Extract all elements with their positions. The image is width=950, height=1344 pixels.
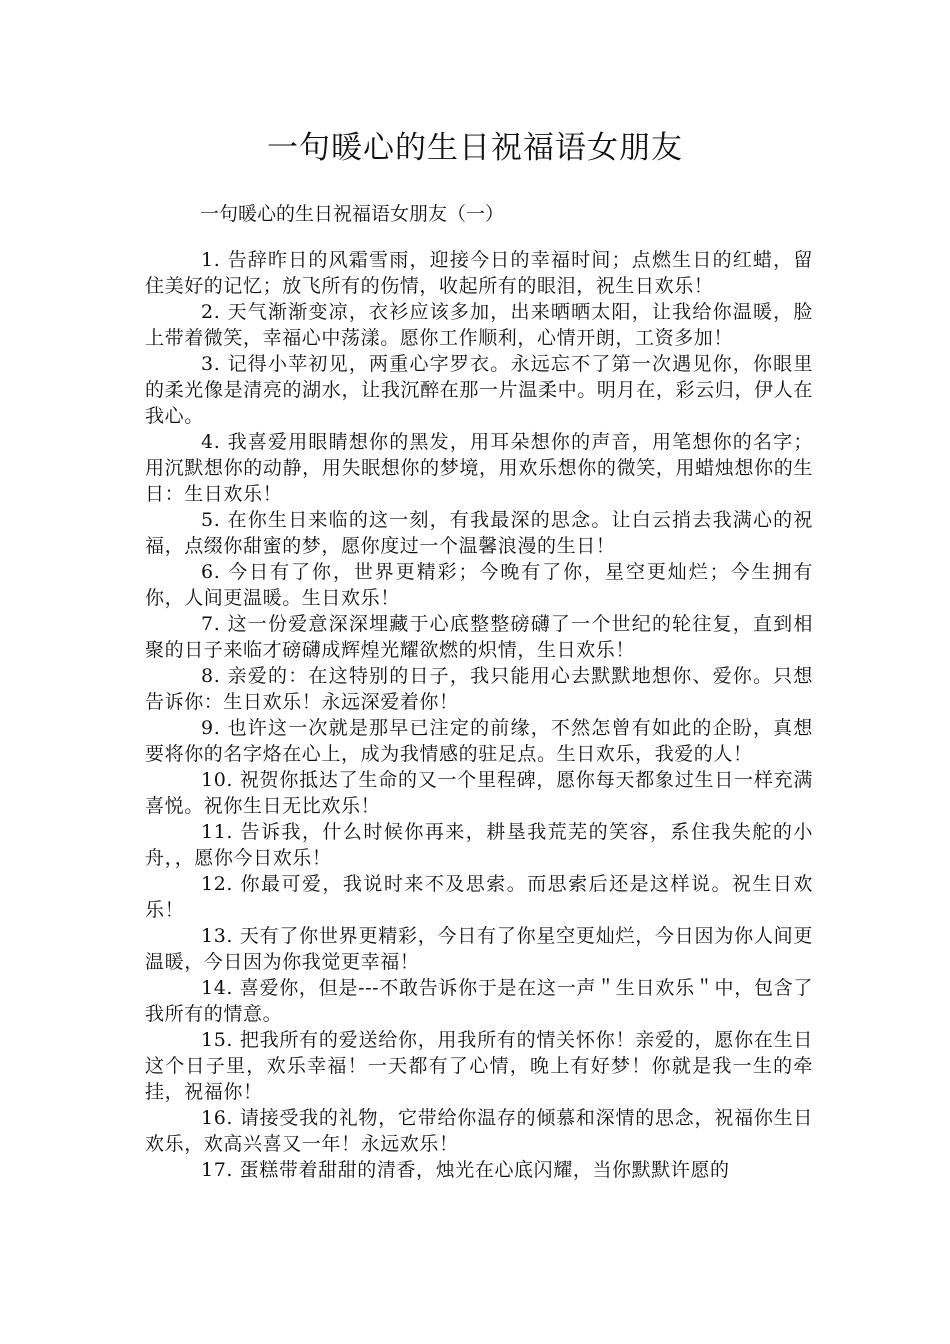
wish-item-8: 8. 亲爱的：在这特别的日子，我只能用心去默默地想你、爱你。只想告诉你：生日欢乐！永远深爱着你！ (145, 665, 813, 713)
wish-item-11: 11. 告诉我，什么时候你再来，耕垦我荒芜的笑容，系住我失舵的小舟，，愿你今日欢乐！ (145, 821, 813, 869)
wish-item-16: 16. 请接受我的礼物，它带给你温存的倾慕和深情的思念，祝福你生日欢乐，欢高兴喜又一年！永远欢乐！ (145, 1107, 813, 1155)
wish-item-4: 4. 我喜爱用眼睛想你的黑发，用耳朵想你的声音，用笔想你的名字；用沉默想你的动静，用失眠想你的梦境，用欢乐想你的微笑，用蜡烛想你的生日：生日欢乐！ (145, 431, 813, 505)
wish-item-14: 14. 喜爱你，但是---不敢告诉你于是在这一声＂生日欢乐＂中，包含了我所有的情意。 (145, 977, 813, 1025)
wish-item-17: 17. 蛋糕带着甜甜的清香，烛光在心底闪耀，当你默默许愿的 (201, 1159, 730, 1181)
wish-item-6: 6. 今日有了你，世界更精彩；今晚有了你，星空更灿烂；今生拥有你，人间更温暖。生日欢乐！ (145, 561, 813, 609)
document-title: 一句暖心的生日祝福语女朋友 (267, 130, 683, 166)
wish-item-3: 3. 记得小苹初见，两重心字罗衣。永远忘不了第一次遇见你，你眼里的柔光像是清亮的湖水，让我沉醉在那一片温柔中。明月在，彩云归，伊人在我心。 (145, 353, 813, 427)
wish-item-5: 5. 在你生日来临的这一刻，有我最深的思念。让白云捎去我满心的祝福，点缀你甜蜜的梦，愿你度过一个温馨浪漫的生日！ (145, 509, 813, 557)
wish-item-2: 2. 天气渐渐变凉，衣衫应该多加，出来晒晒太阳，让我给你温暖，脸上带着微笑，幸福心中荡漾。愿你工作顺利，心情开朗，工资多加！ (145, 301, 813, 349)
wish-item-12: 12. 你最可爱，我说时来不及思索。而思索后还是这样说。祝生日欢乐！ (145, 873, 813, 921)
wish-list (145, 247, 813, 1183)
wish-item-10: 10. 祝贺你抵达了生命的又一个里程碑，愿你每天都象过生日一样充满喜悦。祝你生日无比欢乐！ (145, 769, 813, 817)
wish-item-7: 7. 这一份爱意深深埋藏于心底整整磅礴了一个世纪的轮往复，直到相聚的日子来临才磅礴成辉煌光耀欲燃的炽情，生日欢乐！ (145, 613, 813, 661)
wish-item-1: 1. 告辞昨日的风霜雪雨，迎接今日的幸福时间；点燃生日的红蜡，留住美好的记忆；放飞所有的伤情，收起所有的眼泪，祝生日欢乐！ (145, 249, 813, 297)
wish-item-9: 9. 也许这一次就是那早已注定的前缘，不然怎曾有如此的企盼，真想要将你的名字烙在心上，成为我情感的驻足点。生日欢乐，我爱的人！ (145, 717, 813, 765)
wish-item-13: 13. 天有了你世界更精彩，今日有了你星空更灿烂，今日因为你人间更温暖，今日因为你我觉更幸福！ (145, 925, 813, 973)
section-subtitle: 一句暖心的生日祝福语女朋友（一） (200, 203, 505, 225)
wish-item-15: 15. 把我所有的爱送给你，用我所有的情关怀你！亲爱的，愿你在生日这个日子里，欢乐幸福！一天都有了心情，晚上有好梦！你就是我一生的牵挂，祝福你！ (145, 1029, 813, 1103)
